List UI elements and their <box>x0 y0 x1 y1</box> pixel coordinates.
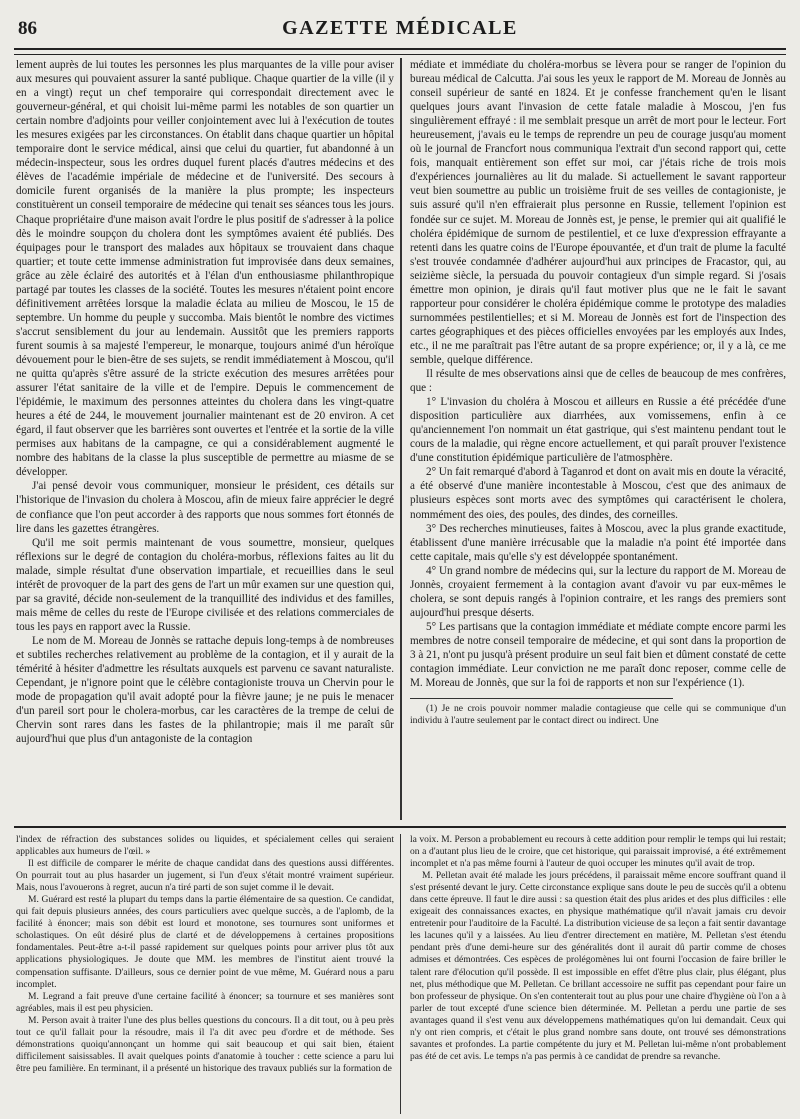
section-separator <box>14 826 786 828</box>
article-column-left <box>16 58 394 820</box>
paragraph: M. Pelletan avait été malade les jours précédens, il paraissait même encore souffrant quand il s'est présenté devant le jury. Cette circonstance explique sans doute le peu de succès qu'il a obtenu dans cette épreuve. Il faut le dire aussi : sa question était des plus arides et des plus difficiles : elle exigeait des connaissances exactes, en physique mathématique qu'il n'avait jamais cru devoir entretenir pour l'auditoire de la Faculté. La distribution vicieuse de sa leçon a fait sentir davantage les lacunes qu'il y a laissées. Au lieu d'entrer directement en matière, M. Pelletan s'est étendu pendant près d'une demi-heure sur des généralités dont il aurait dû partir comme de choses admises et démontrées. Ces espèces de prolégomènes lui ont fourni l'occasion de faire briller le talent rare d'élocution qu'il possède. Il est impossible en effet d'être plus clair, plus élégant, plus net, plus méthodique que M. Pelletan. Ce brillant accessoire ne suffit pas cependant pour faire un bon professeur de physique. On s'en contenterait tout au plus pour une chaire d'hygiène où l'on a à parler de tout excepté d'une science bien déterminée. M. Pelletan a perdu une partie de ses avantages quand il s'est venu aux développemens mathématiques qu'on lui demandait. Ceux qui n'y ont rien compris, et c'était le plus grand nombre sans doute, ont trouvé ses démonstrations savantes et profondes. La partie compétente du jury et M. Pelletan lui-même n'ont probablement pas été de cet avis. Le temps n'a pas permis à ce candidat de prendre sa revanche. <box>410 870 786 1062</box>
article-column-right <box>410 58 786 820</box>
paragraph: Il résulte de mes observations ainsi que de celles de beaucoup de mes confrères, que : <box>410 368 786 395</box>
paragraph: 3° Des recherches minutieuses, faites à Moscou, avec la plus grande exactitude, établissent d'une manière irrécusable que la maladie n'a point été importée dans cette capitale, mais qu'elle s'y est développée spontanément. <box>410 522 786 563</box>
paragraph: 5° Les partisans que la contagion immédiate et médiate compte encore parmi les membres de notre conseil temporaire de médecine, et qui sont dans la proportion de 3 à 21, n'ont pu jusqu'à présent produire un seul fait bien et dûment constaté de cette contagion immédiate. Leur conviction ne me paraît donc reposer, comme celle de M. Moreau de Jonnès, que sur la foi de rapports et non sur l'expérience (1). <box>410 620 786 690</box>
paragraph: 1° L'invasion du choléra à Moscou et ailleurs en Russie a été précédée d'une disposition particulière aux diarrhées, aux vomissemens, enfin à ce qu'anciennement l'on nommait un état gastrique, qui s'est maintenu pendant tout le cours de la maladie, qui règne encore actuellement, et qui paraît prouver l'existence d'une constitution épidémique particulière de l'atmosphère. <box>410 396 786 465</box>
paragraph: M. Legrand a fait preuve d'une certaine facilité à énoncer; sa tournure et ses manières sont agréables, mais il est peu physicien. <box>16 990 394 1014</box>
paragraph: l'index de réfraction des substances solides ou liquides, et spécialement celles qui seraient applicables aux humeurs de l'œil. » <box>16 834 394 858</box>
page-number: 86 <box>18 18 37 39</box>
paragraph: Qu'il me soit permis maintenant de vous soumettre, monsieur, quelques réflexions sur le degré de contagion du choléra-morbus, réflexions faites au lit du malade, simple résultat d'une observation impartiale, et recueillies dans le seul intérêt de provoquer de la part des gens de l'art un mûr examen sur une question qui, par sa gravité, décide non-seulement de la tranquillité des individus et des familles, mais même de celles du reste de l'Europe civilisée et des relations commerciales de tous les pays en rapport avec la Russie. <box>16 536 394 633</box>
column-divider <box>400 834 401 1114</box>
paragraph: M. Person avait à traiter l'une des plus belles questions du concours. Il a dit tout, ou à peu près tout ce qu'il fallait pour la résoudre, mais il l'a dit avec peu d'ordre et de méthode. Ses démonstrations quoiqu'annonçant un homme qui sait beaucoup et qui sait bien, étaient difficilement saisissables. Il avait quelques points d'anatomie à toucher : cette science a paru lui être peu familière. En terminant, il a présenté un historique des travaux publiés sur la formation de <box>16 1014 394 1074</box>
column-divider <box>400 58 402 820</box>
paragraph: 2° Un fait remarqué d'abord à Taganrod et dont on avait mis en doute la véracité, a été observé d'une manière incontestable à Moscou, c'est que des animaux de plusieurs espèces sont morts avec des symptômes qui caractérisent le cholera, nommément des oies, des poules, des dindes, des corneilles. <box>410 466 786 521</box>
paragraph: Il est difficile de comparer le mérite de chaque candidat dans des questions aussi différentes. On pourrait tout au plus hasarder un jugement, si l'un d'eux s'était montré vraiment supérieur. Mais, nous l'avouerons à regret, aucun n'a tiré parti de son sujet comme il le devait. <box>16 858 394 894</box>
page-header <box>14 16 786 46</box>
footnote-rule <box>410 698 673 699</box>
paragraph: J'ai pensé devoir vous communiquer, monsieur le président, ces détails sur l'historique de l'invasion du cholera à Moscou, afin de mieux faire apprécier le degré de confiance que l'on peut accorder à des rapports que nous sommes fort étonnés de lire dans les gazettes étrangères. <box>16 480 394 535</box>
review-column-left <box>16 834 394 1114</box>
paragraph: médiate et immédiate du choléra-morbus se lèvera pour se ranger de l'opinion du bureau médical de Calcutta. J'ai sous les yeux le rapport de M. Moreau de Jonnès au conseil supérieur de santé en 1824. Et je confesse franchement qu'en le lisant quelques jours avant l'invasion de cette fatale maladie à Moscou, j'en fus singulièrement effrayé : il me semblait presque un arrêt de mort pour le lecteur. Fort heureusement, j'avais eu le temps de reprendre un peu de courage jusqu'au moment où le journal de Francfort nous communiqua l'extrait d'un second rapport qui, cette fois, manquait entièrement son effet sur moi, car j'étais riche de trois mois d'expériences journalières au lit du malade. Si actuellement le savant rapporteur veut bien soumettre au public un troisième fruit de ses veilles de contagioniste, je suis assuré qu'il n'en effraierait plus personne en Russie, tellement l'opinion est fondée sur ce sujet. M. Moreau de Jonnès est, je pense, le premier qui ait qualifié le choléra épidémique de surnom de pestilentiel, et ce luxe d'expression effrayante a retenti dans les quatre coins de l'Europe épouvantée, et d'un trait de plume la faculté s'est trouvée condamnée d'adhérer aujourd'hui aux principes de Fracastor, qui, au seizième siècle, la persuada du pouvoir contagieux d'un simple regard. Si j'osais émettre mon opinion, je dirais qu'il faut motiver plus que ne le fait le savant rapporteur pour considérer le choléra épidémique comme le prototype des maladies surnommées pestilentielles; et si M. Moreau de Jonnès est fort de l'inspection des cartes géographiques et des pièces officielles envoyées par les employés aux Indes, etc., il ne me paraîtrait pas l'être autant de sa propre expérience; or, il y a là, ce me semble, quelque différence. <box>410 59 786 366</box>
paragraph: la voix. M. Person a probablement eu recours à cette addition pour remplir le temps qui lui restait; on a d'autant plus lieu de le croire, que cet historique, qui paraissait improvisé, a été extrêmement incomplet et n'a pas même fourni à l'auteur de quoi occuper les minutes qu'il avait de trop. <box>410 834 786 870</box>
paragraph: 4° Un grand nombre de médecins qui, sur la lecture du rapport de M. Moreau de Jonnès, croyaient fermement à la contagion avant d'avoir vu par eux-mêmes le cholera, se sont depuis rangés à l'opinion contraire, et les rangs des premiers sont aujourd'hui presque déserts. <box>410 564 786 619</box>
paragraph: M. Guérard est resté la plupart du temps dans la partie élémentaire de sa question. Ce candidat, qui fait depuis plusieurs années, des cours particuliers avec quelque succès, a de l'aplomb, de la facilité à énoncer; mais son débit est lourd et monotone, ses tournures sont uniformes et scholastiques. On eût désiré plus de clarté et de développemens à certaines propositions fondamentales. Peut-être a-t-il passé rapidement sur quelques points pour arriver plus tôt aux applications physiologiques. Je doute que MM. les membres de l'institut aient trouvé la compensation suffisante. D'ailleurs, sous ce dernier point de vue même, M. Guérard nous a paru incomplet. <box>16 894 394 990</box>
article-section <box>16 58 786 820</box>
masthead-title: GAZETTE MÉDICALE <box>282 17 518 39</box>
paragraph: Le nom de M. Moreau de Jonnès se rattache depuis long-temps à de nombreuses et subtiles recherches relativement au problème de la contagion, et il y aurait de la témérité à hésiter d'admettre les résultats auxquels est parvenu ce savant naturaliste. Cependant, je n'ignore point que le célèbre contagioniste trouva un Chervin pour le mode de propagation qu'il avait adopté pour la fièvre jaune; je ne puis le menacer d'un pareil sort pour le cholera-morbus, car les caractères de la trempe de celui de Chervin sont rares dans les fastes de la philantropie; mais il me paraît sûr aujourd'hui que plus d'un antagoniste de la contagion <box>16 634 394 746</box>
review-section <box>16 834 786 1114</box>
header-rule <box>14 48 786 55</box>
paragraph: lement auprès de lui toutes les personnes les plus marquantes de la ville pour aviser aux mesures qui pouvaient assurer la santé publique. Chaque quartier de la ville (il y en a vingt) reçut un chef temporaire qui correspondait directement avec le gouverneur-général, et qui choisit lui-même parmi les notables de son quartier un certain nombre d'adjoints pour veiller conjointement avec lui à l'exécution de toutes les mesures exigées par les circonstances. On établit dans chaque quartier un hôpital temporaire dont le service médical, ainsi que celui du quartier, fut abandonné à un médecin-inspecteur, sous les ordres duquel furent placés d'autres médecins et des élèves de l'académie impériale de médecine et de l'université. Des secours à domicile furent organisés de la manière la plus prompte; les inspecteurs constituèrent un conseil temporaire de médecine qui tenait ses séances tous les jours. Chaque propriétaire d'une maison avait l'ordre le plus positif de s'adresser à la police dès le moindre soupçon du cholera dont les symptômes avaient été publiés. Des équipages pour le transport des malades aux hôpitaux se trouvaient dans chaque quartier; et toute cette immense administration fut improvisée dans deux semaines, grâce au zèle éclairé des autorités et à l'élan d'un enthousiasme philanthropique partagé par toutes les classes de la société. Toutes les mesures n'étaient point encore définitivement arrêtées lorsque la maladie éclata au milieu de Moscou, le 15 de septembre. Un homme du peuple y succomba. Mais bientôt le nombre des victimes s'accrut sensiblement du jour au lendemain. Aussitôt que les premiers rapports furent soumis à sa majesté l'empereur, le monarque, toujours animé d'un héroïque dévouement pour le bien-être de ses sujets, se rendit immédiatement à Moscou, qu'il ne quitta qu'après s'être assuré de la stricte exécution des mesures arrêtées pour assurer l'état sanitaire de la ville et de l'empire. Depuis le commencement de l'épidémie, le maximum des personnes atteintes du cholera dans les vingt-quatre heures a été de 244, le mouvement journalier maintenant est de 20 environ. A cet égard, il faut observer que les barrières sont ouvertes et l'entrée et la sortie de la ville permises aux habitans de la campagne, ce qui a considérablement augmenté le nombre des habitans de la classe la plus susceptible de permettre au miasme de se développer. <box>16 59 394 479</box>
footnote: (1) Je ne crois pouvoir nommer maladie contagieuse que celle qui se communique d'un individu à l'autre seulement par le contact direct ou indirect. Une <box>410 703 786 727</box>
review-column-right <box>410 834 786 1114</box>
